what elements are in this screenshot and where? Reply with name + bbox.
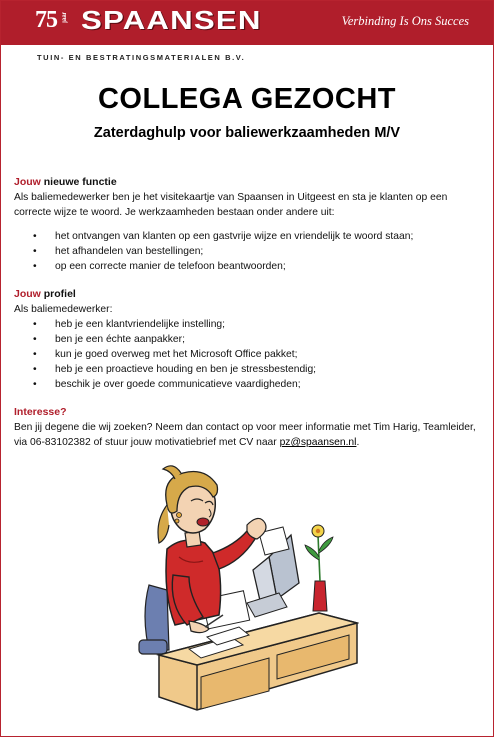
page-subtitle: Zaterdaghulp voor baliewerkzaamheden M/V (93, 125, 401, 141)
anniversary-years: 75 (35, 7, 57, 33)
profile-heading-rest: profiel (40, 288, 76, 300)
list-item: • kun je goed overweg met het Microsoft Office pakket; (14, 347, 484, 362)
receptionist-illustration (119, 465, 359, 715)
anniversary-years-word: jaar (62, 12, 68, 23)
profile-section (14, 287, 484, 392)
anniversary-badge (35, 7, 77, 33)
email-link[interactable]: pz@spaansen.nl (279, 437, 357, 448)
list-item: • het ontvangen van klanten op een gastvrije wijze en vriendelijk te woord staan; (14, 229, 484, 244)
list-item: • beschik je over goede communicatieve vaardigheden; (14, 377, 484, 392)
profile-intro: Als baliemedewerker: (14, 304, 113, 315)
interest-text-end: . (356, 437, 360, 448)
interest-text (14, 420, 484, 450)
profile-requirement-list (14, 317, 484, 392)
interest-text-body: Ben jij degene die wij zoeken? Neem dan contact op voor meer informatie met Tim Harig, Teamleider, via 06-83102382 of stuur jouw motivatiebrief met CV naar (14, 422, 476, 448)
list-item: • op een correcte manier de telefoon beantwoorden; (14, 259, 484, 274)
function-heading-rest: nieuwe functie (40, 176, 117, 188)
function-heading (14, 175, 484, 190)
list-item: • het afhandelen van bestellingen; (14, 244, 484, 259)
function-intro: Als baliemedewerker ben je het visitekaartje van Spaansen in Uitgeest en sta je klanten op een correcte wijze te woord. Je werkzaamheden bestaan onder andere uit: (14, 192, 448, 218)
brand-logo: SPAANSEN (81, 5, 262, 35)
profile-heading (14, 287, 484, 302)
profile-heading-accent: Jouw (14, 288, 41, 300)
list-item: • ben je een échte aanpakker; (14, 332, 484, 347)
brand-header (1, 1, 493, 45)
page-title: COLLEGA GEZOCHT (97, 83, 397, 115)
function-section (14, 175, 484, 274)
company-line: TUIN- EN BESTRATINGSMATERIALEN B.V. (37, 53, 246, 62)
function-task-list (14, 229, 484, 274)
interest-section (14, 405, 484, 450)
brand-slogan: Verbinding Is Ons Succes (341, 14, 469, 28)
interest-heading: Interesse? (14, 406, 67, 418)
list-item: • heb je een proactieve houding en ben je stressbestendig; (14, 362, 484, 377)
vacancy-body (14, 175, 484, 450)
function-heading-accent: Jouw (14, 176, 41, 188)
list-item: • heb je een klantvriendelijke instelling; (14, 317, 484, 332)
